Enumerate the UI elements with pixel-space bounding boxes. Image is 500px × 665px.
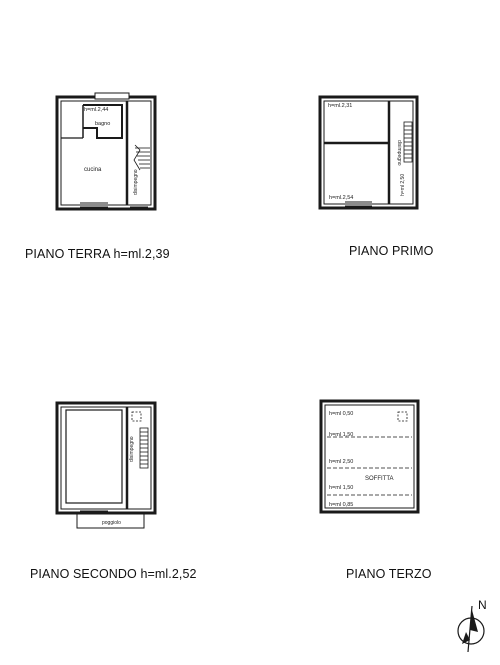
first-floor-caption: PIANO PRIMO (349, 244, 434, 258)
second-stairs (140, 428, 148, 468)
second-balcony-label: poggiolo (102, 520, 121, 526)
third-height-2: h=ml 1,50 (329, 432, 354, 438)
ground-bath-label: bagno (95, 121, 111, 127)
first-height-top: h=ml.2,31 (328, 103, 353, 109)
first-height-bottom: h=ml.2,54 (329, 195, 354, 201)
third-height-5: h=ml 0,85 (329, 502, 354, 508)
third-height-4: h=ml 1,50 (329, 485, 354, 491)
first-hall-height: h=ml 2,50 (400, 173, 406, 196)
ground-outer-wall (57, 97, 155, 209)
ground-hall-label: disimpegno (133, 169, 139, 195)
first-floor-plan (320, 97, 417, 208)
ground-kitchen-label: cucina (84, 167, 102, 173)
north-label: N (478, 598, 487, 612)
second-floor-plan (57, 403, 155, 528)
ground-floor-caption: PIANO TERRA h=ml.2,39 (25, 247, 170, 261)
third-floor-plan (321, 401, 418, 512)
second-floor-caption: PIANO SECONDO h=ml.2,52 (30, 567, 197, 581)
third-attic-label: SOFFITTA (365, 476, 394, 482)
third-height-1: h=ml 0,50 (329, 411, 354, 417)
second-hall-label: disimpegno (129, 436, 135, 462)
first-hall-label: disimpegno (396, 140, 402, 166)
first-stairs (404, 122, 412, 162)
ground-floor-plan (57, 93, 155, 209)
third-floor-caption: PIANO TERZO (346, 567, 432, 581)
ground-height-label: h=ml.2,44 (84, 107, 109, 113)
north-arrow-icon (458, 606, 484, 652)
ground-stairs (134, 145, 150, 170)
third-height-3: h=ml 2,50 (329, 459, 354, 465)
